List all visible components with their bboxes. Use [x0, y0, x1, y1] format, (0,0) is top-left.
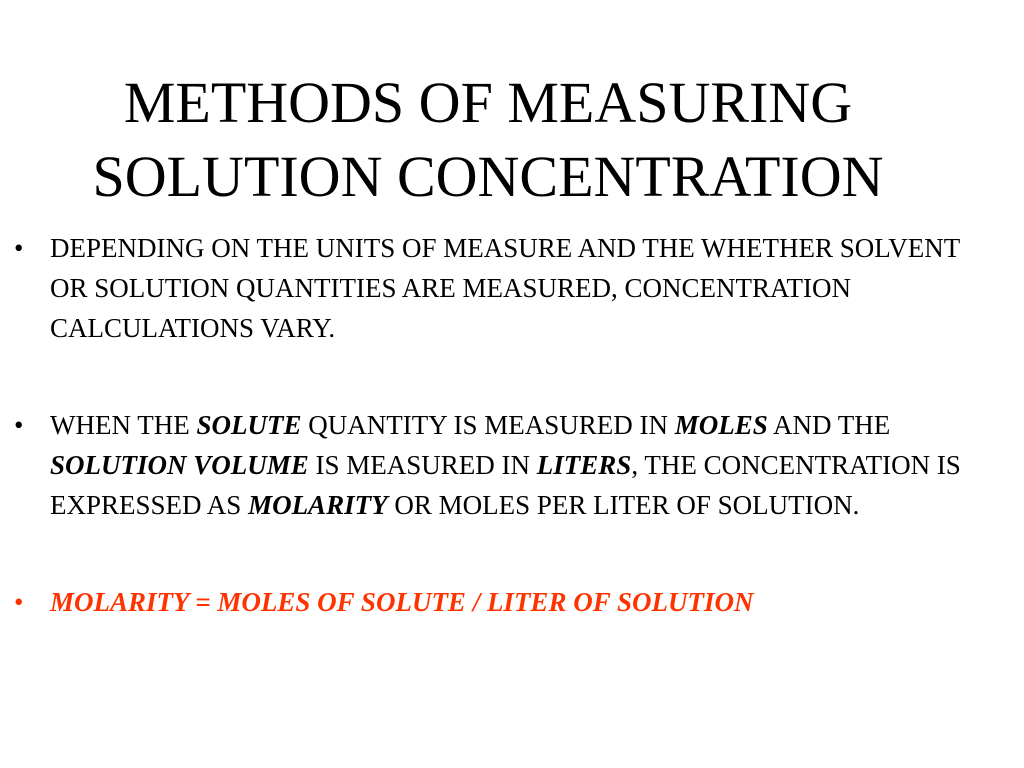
bullet-icon: •: [14, 587, 24, 617]
text-segment: OR MOLES PER LITER OF SOLUTION.: [387, 490, 860, 520]
emphasis-liters: LITERS: [536, 450, 632, 480]
title-line-1: METHODS OF MEASURING: [123, 70, 853, 135]
bullet-text-units: DEPENDING ON THE UNITS OF MEASURE AND THE WHETHER SOLVENT OR SOLUTION QUANTITIES ARE MEASURED, CONCENTRATION CALCULATIONS VARY.: [50, 233, 960, 343]
bullet-icon: •: [14, 233, 24, 263]
bullet-list: [0, 228, 1000, 622]
bullet-item-molarity-formula: [0, 582, 1000, 622]
title-line-2: SOLUTION CONCENTRATION: [92, 144, 884, 209]
text-segment: , THE CONCENTRATION IS EXPRESSED AS: [50, 450, 961, 520]
bullet-item-units: [0, 228, 1000, 348]
slide-title: [0, 66, 976, 214]
text-segment: IS MEASURED IN: [308, 450, 537, 480]
emphasis-moles: MOLES: [674, 410, 768, 440]
bullet-icon: •: [14, 410, 24, 440]
molarity-formula: MOLARITY = MOLES OF SOLUTE / LITER OF SOLUTION: [50, 587, 754, 617]
emphasis-solution-volume: SOLUTION VOLUME: [50, 450, 309, 480]
emphasis-solute: SOLUTE: [196, 410, 302, 440]
emphasis-molarity: MOLARITY: [248, 490, 388, 520]
text-segment: WHEN THE: [50, 410, 197, 440]
text-segment: AND THE: [767, 410, 891, 440]
bullet-item-molarity-definition: [0, 405, 1000, 525]
text-segment: QUANTITY IS MEASURED IN: [301, 410, 675, 440]
